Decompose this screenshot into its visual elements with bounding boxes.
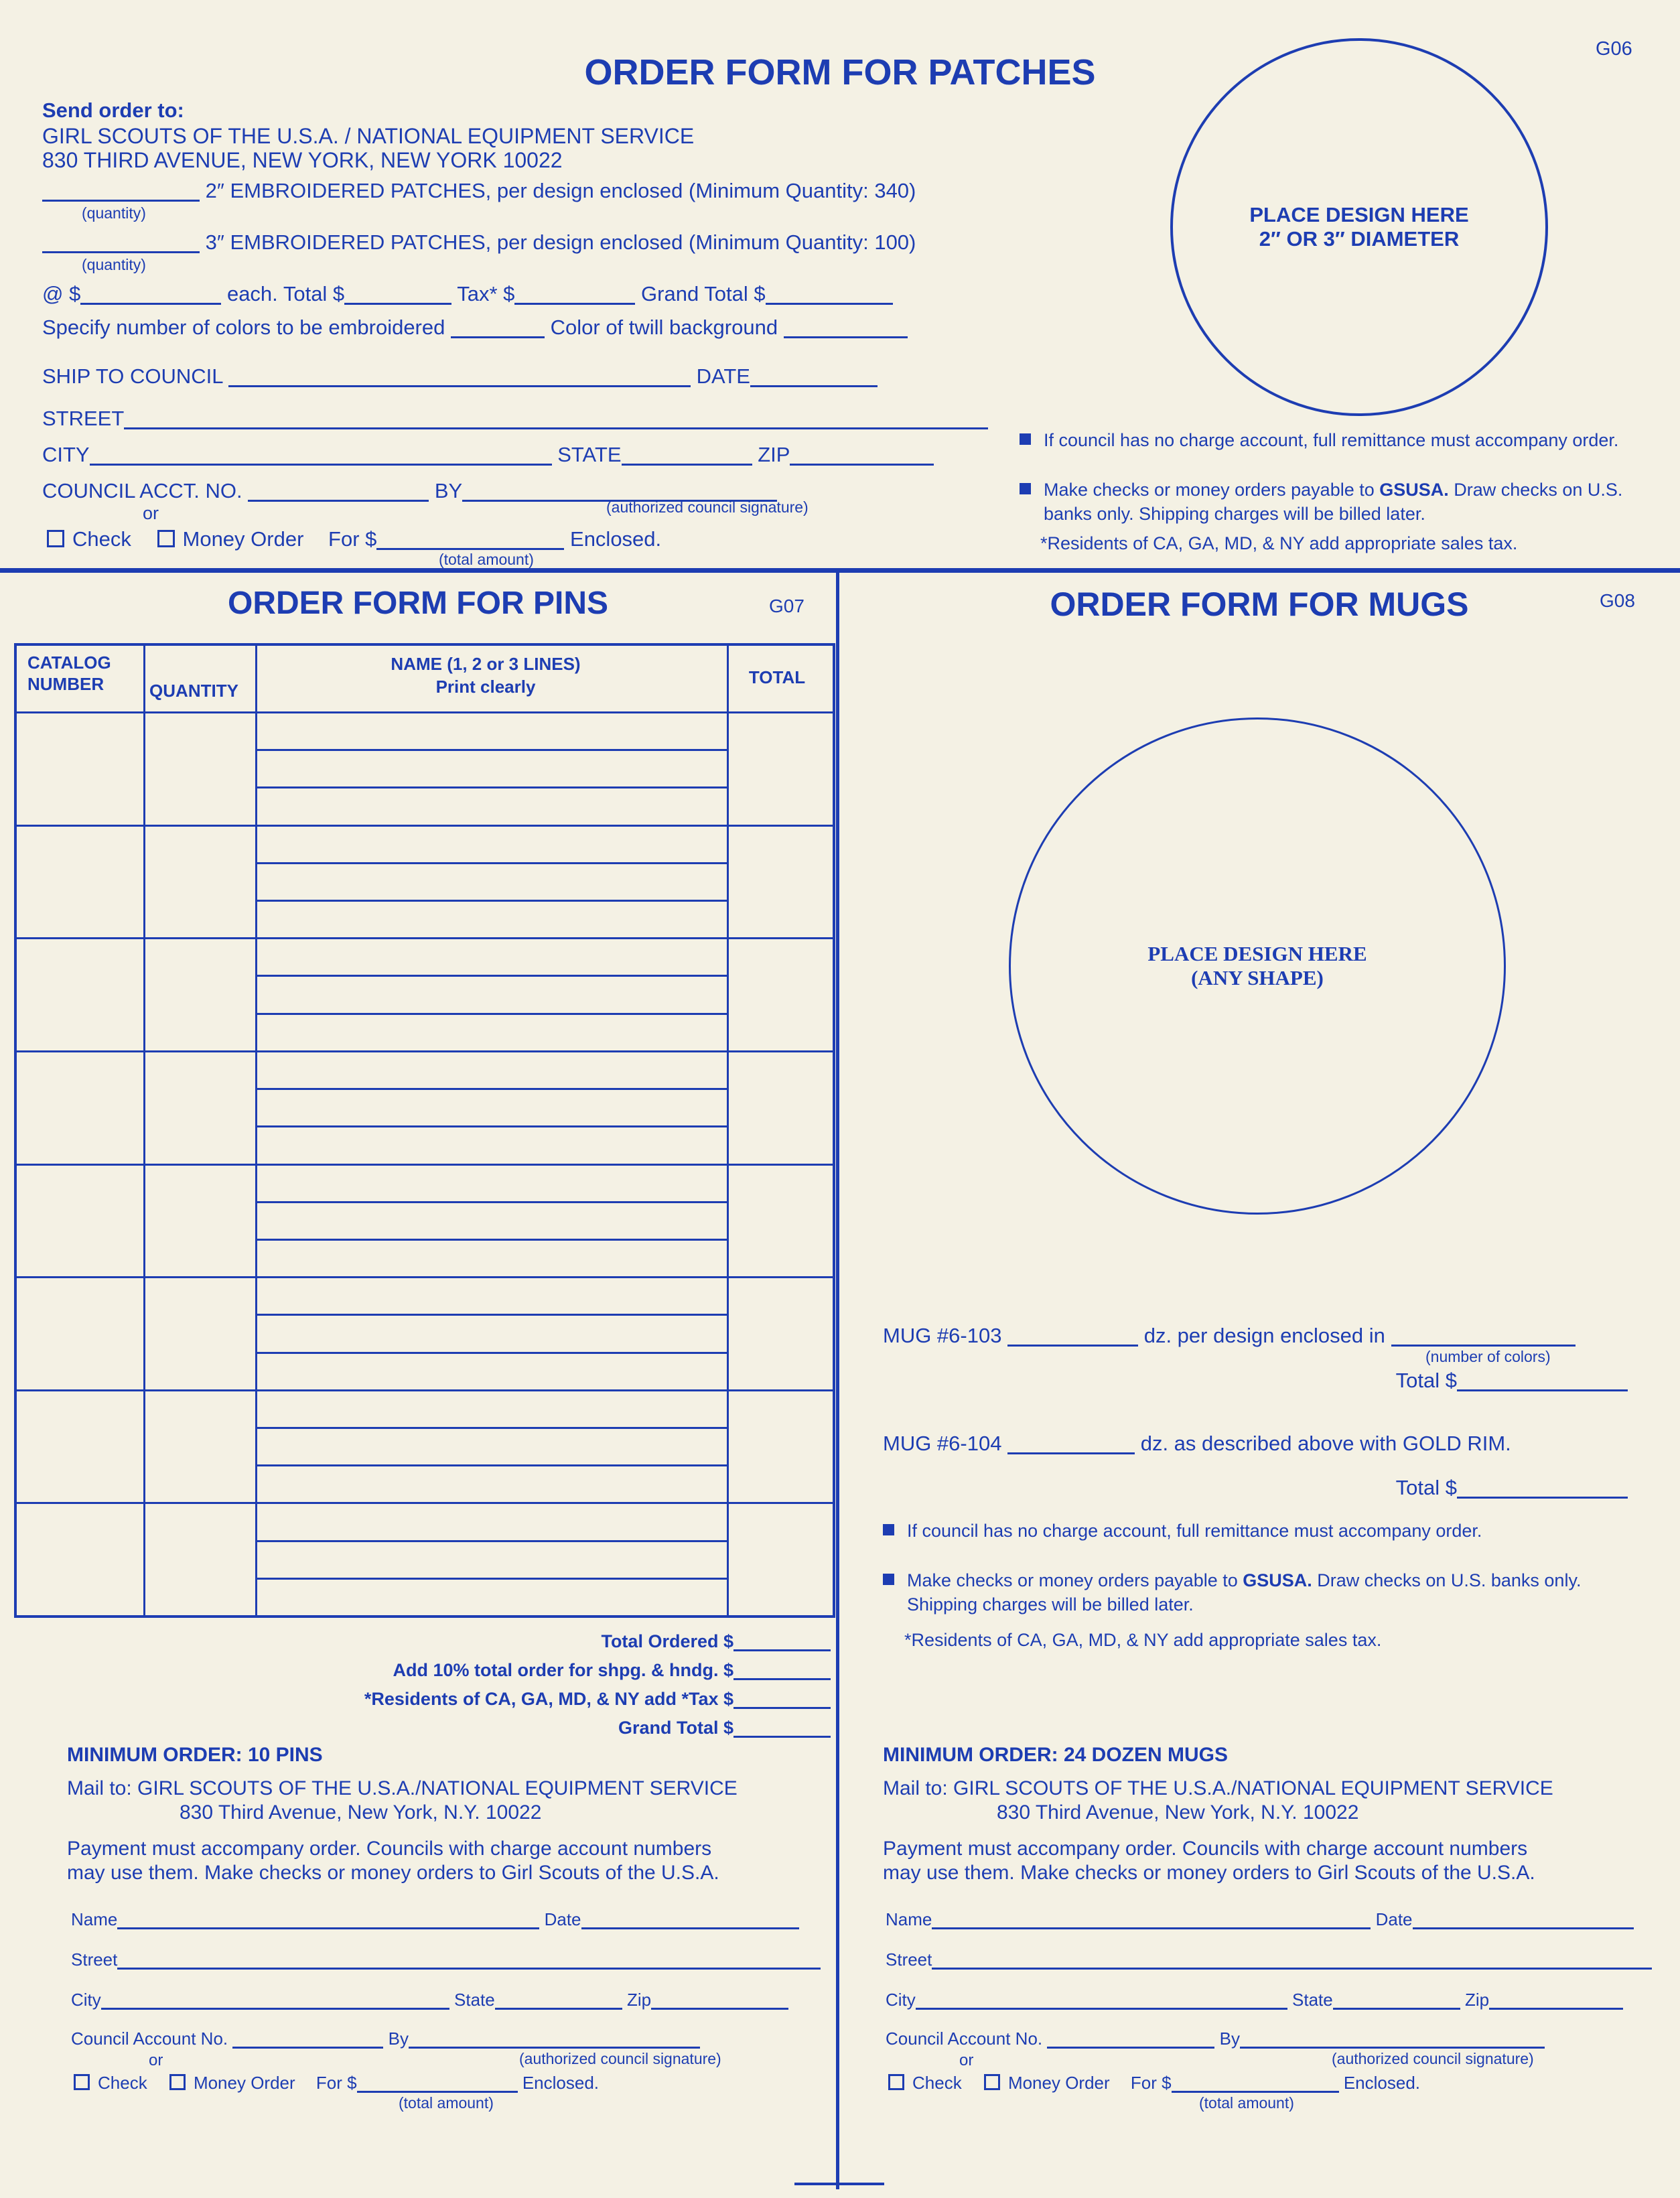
table-grid-line [17, 1389, 833, 1391]
street-blank[interactable] [124, 426, 988, 429]
pins-account-row [71, 2029, 700, 2049]
pins-shipping-row [161, 1659, 831, 1681]
ship-council-blank[interactable] [228, 384, 691, 387]
mug-total-label: Total $ [1395, 1476, 1457, 1499]
gsusa-bold: GSUSA. [1379, 480, 1449, 500]
mugs-circle-line1: PLACE DESIGN HERE [1147, 942, 1367, 965]
zip-blank[interactable] [651, 2006, 788, 2010]
col-header-total: TOTAL [748, 667, 806, 687]
patches-3in-row [42, 230, 916, 255]
mug-103-label: MUG #6-103 [883, 1324, 1002, 1347]
table-grid-line [143, 646, 145, 1615]
mugs-name-row [886, 1909, 1634, 1930]
table-grid-line [255, 1352, 727, 1354]
patches-ship-row [42, 364, 878, 389]
mugs-account-row [886, 2029, 1545, 2049]
patches-payment-row [47, 527, 661, 551]
table-grid-line [255, 1201, 727, 1203]
pins-mail-to-2: 830 Third Avenue, New York, N.Y. 10022 [180, 1801, 542, 1824]
mug-104-rest-label: dz. as described above with GOLD RIM. [1140, 1432, 1511, 1455]
by-blank[interactable] [1240, 2045, 1545, 2049]
bottom-tick-line [794, 2183, 884, 2185]
patches-colors-row [42, 315, 908, 340]
for-label: For $ [1130, 2073, 1172, 2093]
pins-order-table [14, 643, 835, 1618]
tax-blank[interactable] [514, 301, 635, 305]
patches-circle-line2: 2″ OR 3″ DIAMETER [1259, 227, 1460, 251]
money-order-label: Money Order [193, 2073, 295, 2093]
mugs-note-no-charge [883, 1519, 1626, 1543]
by-label: By [388, 2029, 409, 2049]
pins-city-row [71, 1990, 788, 2010]
each-total-label: each. Total $ [226, 282, 345, 305]
city-label: CITY [42, 443, 90, 466]
mugs-circle-line2: (ANY SHAPE) [1191, 966, 1324, 989]
check-label: Check [98, 2073, 147, 2093]
mugs-or-label: or [959, 2051, 974, 2069]
table-grid-line [255, 1013, 727, 1015]
bullet-square-icon [1020, 433, 1031, 445]
shipping-blank[interactable] [733, 1677, 831, 1680]
patches-city-row [42, 442, 934, 467]
street-label: STREET [42, 407, 125, 430]
table-grid-line [255, 1239, 727, 1241]
check-label: Check [72, 527, 131, 551]
mug-104-total-row [1005, 1475, 1628, 1500]
date-blank[interactable] [581, 1926, 799, 1929]
table-grid-line [255, 1125, 727, 1127]
patches-note-no-charge [1020, 429, 1659, 453]
price-each-blank[interactable] [80, 301, 221, 305]
number-of-colors-caption: (number of colors) [1425, 1348, 1551, 1365]
mugs-title: ORDER FORM FOR MUGS [1050, 586, 1469, 623]
col-header-name-2: Print clearly [435, 677, 536, 697]
mug-104-total-blank[interactable] [1457, 1495, 1628, 1499]
patches-circle-line1: PLACE DESIGN HERE [1249, 203, 1469, 226]
grand-total-blank[interactable] [766, 301, 893, 305]
col-header-name-1: NAME (1, 2 or 3 LINES) [391, 654, 581, 674]
table-grid-line [255, 975, 727, 977]
date-label: Date [544, 1909, 581, 1929]
pins-name-row [71, 1909, 799, 1930]
quantity-2in-blank[interactable] [42, 198, 200, 202]
gsusa-bold: GSUSA. [1243, 1570, 1312, 1590]
table-grid-line [255, 900, 727, 902]
specify-colors-label: Specify number of colors to be embroidered [42, 316, 445, 339]
check-label: Check [912, 2073, 962, 2093]
table-grid-line [255, 862, 727, 864]
send-order-to-label: Send order to: [42, 98, 184, 122]
tax-label: Tax* $ [457, 282, 515, 305]
acct-no-blank[interactable] [248, 498, 429, 502]
mugs-payment-2: may use them. Make checks or money orders to Girl Scouts of the U.S.A. [883, 1862, 1535, 1884]
note-text: Make checks or money orders payable to [907, 1570, 1243, 1590]
pins-tax-blank[interactable] [733, 1706, 831, 1709]
mugs-minimum-order: MINIMUM ORDER: 24 DOZEN MUGS [883, 1744, 1229, 1766]
pins-check-row [74, 2073, 599, 2093]
table-grid-line [255, 1464, 727, 1466]
pins-form-code: G07 [769, 596, 804, 616]
amount-blank[interactable] [1172, 2089, 1339, 2093]
check-checkbox[interactable] [888, 2074, 904, 2090]
state-blank[interactable] [1333, 2006, 1460, 2010]
pins-grand-total-label: Grand Total $ [618, 1718, 733, 1738]
note-text: Draw checks on U.S. banks only. Shipping charges will be billed later. [907, 1570, 1582, 1615]
table-grid-line [17, 1502, 833, 1504]
name-blank[interactable] [932, 1926, 1371, 1929]
zip-label: ZIP [758, 443, 790, 466]
patches-title: ORDER FORM FOR PATCHES [584, 52, 1096, 92]
table-grid-line [255, 1540, 727, 1542]
city-blank[interactable] [916, 2006, 1287, 2010]
total-amount-caption: (total amount) [439, 551, 534, 568]
mugs-total-amount-caption: (total amount) [1199, 2094, 1294, 2112]
city-label: City [886, 1990, 916, 2010]
mug-103-qty-blank[interactable] [1007, 1343, 1138, 1347]
money-order-checkbox[interactable] [157, 530, 175, 547]
horizontal-divider [0, 568, 1680, 573]
mugs-check-row [888, 2073, 1420, 2093]
twill-blank[interactable] [784, 335, 908, 338]
account-no-blank[interactable] [232, 2045, 383, 2049]
note-text: If council has no charge account, full remittance must accompany order. [907, 1521, 1482, 1541]
quantity-caption-2: (quantity) [82, 256, 146, 273]
money-order-label: Money Order [182, 527, 304, 551]
mug-104-qty-blank[interactable] [1007, 1451, 1135, 1454]
pins-total-ordered-row [161, 1631, 831, 1652]
enclosed-label: Enclosed. [570, 527, 662, 551]
pins-total-amount-caption: (total amount) [399, 2094, 494, 2112]
state-blank[interactable] [622, 462, 752, 466]
zip-label: Zip [626, 1990, 652, 2010]
patches-price-row [42, 281, 893, 306]
date-blank[interactable] [1413, 1926, 1634, 1929]
bullet-square-icon [883, 1524, 894, 1535]
pins-tax-row [161, 1688, 831, 1710]
state-label: STATE [557, 443, 622, 466]
note-text: Draw checks on U.S. banks only. Shipping charges will be billed later. [1044, 480, 1623, 524]
street-label: Street [886, 1949, 932, 1970]
check-checkbox[interactable] [47, 530, 64, 547]
bullet-square-icon [883, 1574, 894, 1585]
note-text: If council has no charge account, full remittance must accompany order. [1044, 430, 1619, 450]
quantity-3in-blank[interactable] [42, 250, 200, 253]
for-label: For $ [316, 2073, 357, 2093]
council-acct-label: COUNCIL ACCT. NO. [42, 479, 242, 502]
pins-payment-1: Payment must accompany order. Councils with charge account numbers [67, 1838, 712, 1860]
enclosed-label: Enclosed. [1343, 2073, 1421, 2093]
table-grid-line [255, 1314, 727, 1316]
grand-total-label: Grand Total $ [641, 282, 766, 305]
or-label: or [143, 503, 159, 523]
patches-2in-row [42, 178, 916, 203]
pins-grand-total-row [161, 1717, 831, 1738]
mug-103-total-row [1005, 1368, 1628, 1393]
date-label: DATE [696, 364, 750, 388]
col-header-quantity: QUANTITY [149, 681, 238, 701]
council-account-label: Council Account No. [886, 2029, 1043, 2049]
mugs-mail-to-1: Mail to: GIRL SCOUTS OF THE U.S.A./NATIONAL EQUIPMENT SERVICE [883, 1777, 1553, 1799]
patches-3in-label: 3″ EMBROIDERED PATCHES, per design enclosed (Minimum Quantity: 100) [205, 230, 916, 254]
table-grid-line [17, 1050, 833, 1052]
patches-form-code: G06 [1596, 38, 1632, 60]
pins-title: ORDER FORM FOR PINS [227, 586, 608, 621]
mugs-note-payable [883, 1569, 1626, 1617]
patches-note-payable [1020, 478, 1659, 527]
amount-blank[interactable] [357, 2089, 518, 2093]
table-grid-line [255, 1088, 727, 1090]
ship-to-council-label: SHIP TO COUNCIL [42, 364, 223, 388]
name-label: Name [71, 1909, 118, 1929]
street-blank[interactable] [932, 1966, 1652, 1970]
state-blank[interactable] [495, 2006, 622, 2010]
col-header-catalog-1: CATALOG [27, 652, 111, 673]
org-address-line: 830 THIRD AVENUE, NEW YORK, NEW YORK 10022 [42, 148, 563, 172]
table-grid-line [255, 786, 727, 788]
street-blank[interactable] [117, 1966, 821, 1970]
date-label: Date [1375, 1909, 1413, 1929]
add-10-label: Add 10% total order for shpg. & hndg. $ [393, 1660, 733, 1680]
money-order-checkbox[interactable] [984, 2074, 1000, 2090]
mug-total-label: Total $ [1395, 1369, 1457, 1392]
name-blank[interactable] [117, 1926, 539, 1929]
pins-auth-sig-caption: (authorized council signature) [519, 2050, 721, 2067]
note-text: Make checks or money orders payable to [1044, 480, 1380, 500]
pins-minimum-order: MINIMUM ORDER: 10 PINS [67, 1744, 323, 1766]
table-grid-line [17, 937, 833, 939]
quantity-caption-1: (quantity) [82, 204, 146, 222]
zip-blank[interactable] [790, 462, 934, 466]
patches-2in-label: 2″ EMBROIDERED PATCHES, per design enclosed (Minimum Quantity: 340) [205, 179, 916, 202]
residents-tax-label: *Residents of CA, GA, MD, & NY add *Tax $ [364, 1689, 733, 1709]
total-blank[interactable] [344, 301, 451, 305]
mugs-note-residents: *Residents of CA, GA, MD, & NY add appropriate sales tax. [904, 1630, 1382, 1650]
city-blank[interactable] [101, 2006, 449, 2010]
by-label: BY [434, 479, 463, 502]
pins-street-row [71, 1949, 821, 1970]
table-grid-line [17, 1164, 833, 1166]
patches-street-row [42, 406, 988, 431]
money-order-label: Money Order [1007, 2073, 1110, 2093]
col-header-catalog-2: NUMBER [27, 674, 104, 694]
pins-or-label: or [149, 2051, 163, 2069]
mugs-mail-to-2: 830 Third Avenue, New York, N.Y. 10022 [997, 1801, 1359, 1824]
mug-104-label: MUG #6-104 [883, 1432, 1002, 1455]
city-label: City [71, 1990, 101, 2010]
council-account-label: Council Account No. [71, 2029, 228, 2049]
pins-payment-2: may use them. Make checks or money orders to Girl Scouts of the U.S.A. [67, 1862, 719, 1884]
total-ordered-blank[interactable] [733, 1648, 831, 1651]
auth-signature-caption: (authorized council signature) [606, 498, 809, 516]
num-colors-blank[interactable] [451, 335, 545, 338]
date-blank[interactable] [750, 384, 878, 387]
zip-blank[interactable] [1489, 2006, 1623, 2010]
state-label: State [1292, 1990, 1333, 2010]
pins-mail-to-1: Mail to: GIRL SCOUTS OF THE U.S.A./NATIONAL EQUIPMENT SERVICE [67, 1777, 738, 1799]
table-grid-line [255, 1578, 727, 1580]
zip-label: Zip [1464, 1990, 1490, 2010]
patches-note-residents: *Residents of CA, GA, MD, & NY add appropriate sales tax. [1040, 533, 1518, 553]
enclosed-label: Enclosed. [522, 2073, 600, 2093]
table-grid-line [17, 711, 833, 713]
check-checkbox[interactable] [74, 2074, 90, 2090]
street-label: Street [71, 1949, 118, 1970]
table-grid-line [255, 646, 257, 1615]
mugs-form-code: G08 [1600, 590, 1635, 611]
mug-103-row [883, 1323, 1576, 1348]
table-grid-line [17, 825, 833, 827]
state-label: State [454, 1990, 495, 2010]
mugs-auth-sig-caption: (authorized council signature) [1332, 2050, 1534, 2067]
city-blank[interactable] [90, 462, 552, 466]
account-no-blank[interactable] [1047, 2045, 1214, 2049]
amount-blank[interactable] [376, 547, 564, 550]
bullet-square-icon [1020, 483, 1031, 494]
mug-103-colors-blank[interactable] [1391, 1343, 1576, 1347]
pins-grand-total-blank[interactable] [733, 1734, 831, 1738]
mugs-design-circle [1009, 717, 1506, 1215]
table-grid-line [727, 646, 729, 1615]
total-ordered-label: Total Ordered $ [601, 1631, 733, 1651]
table-grid-line [255, 749, 727, 751]
vertical-divider [836, 568, 839, 2189]
mug-103-mid-label: dz. per design enclosed in [1143, 1324, 1385, 1347]
twill-label: Color of twill background [550, 316, 778, 339]
mug-104-row [883, 1431, 1511, 1456]
money-order-checkbox[interactable] [169, 2074, 186, 2090]
table-grid-line [17, 1276, 833, 1278]
org-name-line1: GIRL SCOUTS OF THE U.S.A. / NATIONAL EQUIPMENT SERVICE [42, 124, 695, 148]
table-grid-line [255, 1427, 727, 1429]
name-label: Name [886, 1909, 932, 1929]
by-label: By [1219, 2029, 1240, 2049]
mugs-city-row [886, 1990, 1623, 2010]
for-label: For $ [328, 527, 377, 551]
mugs-payment-1: Payment must accompany order. Councils with charge account numbers [883, 1838, 1528, 1860]
mug-103-total-blank[interactable] [1457, 1388, 1628, 1391]
at-label: @ $ [42, 282, 81, 305]
by-blank[interactable] [409, 2045, 700, 2049]
mugs-street-row [886, 1949, 1652, 1970]
patches-design-circle [1170, 38, 1548, 416]
